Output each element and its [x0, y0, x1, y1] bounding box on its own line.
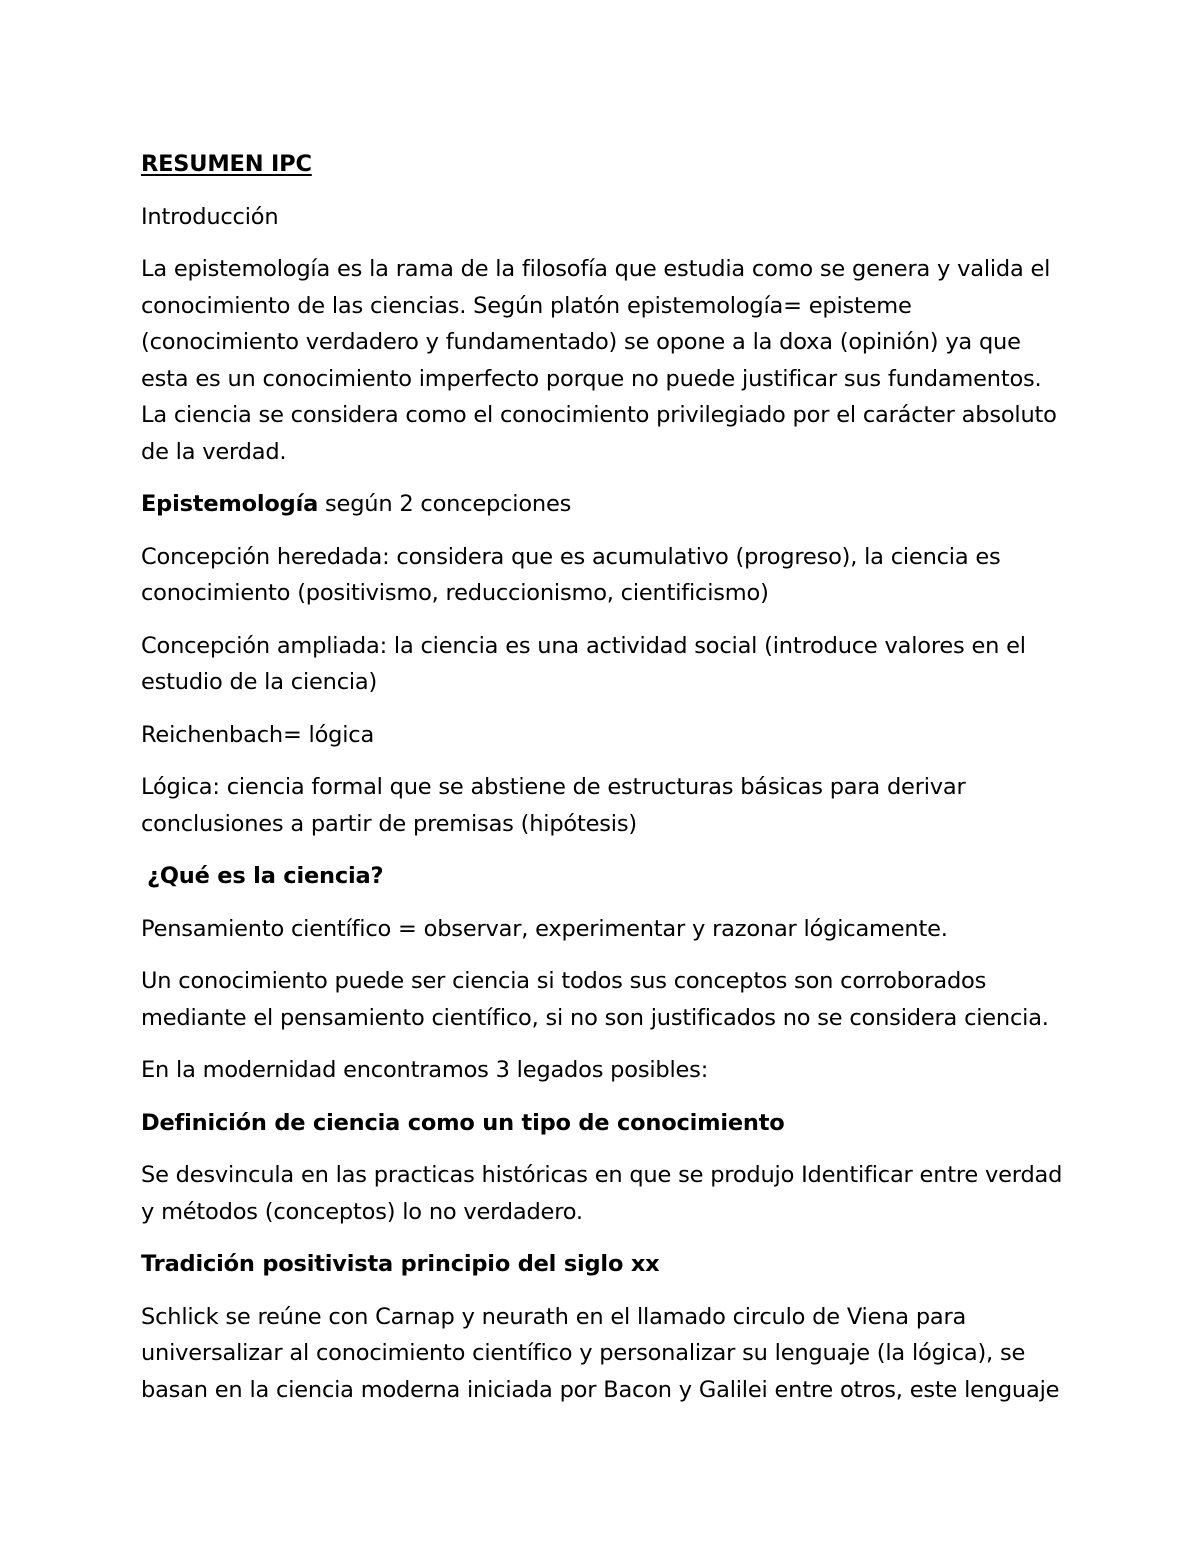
epistemologia-rest: según 2 concepciones	[318, 491, 572, 517]
epistemologia-bold: Epistemología	[141, 491, 319, 517]
definicion-heading: Definición de ciencia como un tipo de conocimiento	[141, 1109, 785, 1136]
intro-heading: Introducción	[141, 203, 279, 230]
tradicion-heading: Tradición positivista principio del siglo xx	[141, 1251, 660, 1277]
reichenbach-line: Reichenbach= lógica	[141, 721, 375, 748]
concepcion-ampliada-paragraph: Concepción ampliada: la ciencia es una actividad social (introduce valores en el estudio de la ciencia)	[141, 632, 1026, 695]
pensamiento-paragraph: Pensamiento científico = observar, experimentar y razonar lógicamente.	[141, 915, 948, 942]
intro-paragraph: La epistemología es la rama de la filosofía que estudia como se genera y valida el conocimiento de las ciencias. Según platón epistemología= episteme (conocimiento verdadero y fundamentado) se opone a la doxa (opinión) ya que esta es un conocimiento imperfecto porque no puede justificar sus fundamentos. La ciencia se considera como el conocimiento privilegiado por el carácter absoluto de la verdad.	[141, 256, 1057, 465]
document-body	[141, 146, 1071, 1424]
tradicion-paragraph: Schlick se reúne con Carnap y neurath en el llamado circulo de Viena para universalizar al conocimiento científico y personalizar su lenguaje (la lógica), se basan en la ciencia moderna iniciada por Bacon y Galilei entre otros, este lenguaje	[141, 1303, 1060, 1403]
definicion-paragraph: Se desvincula en las practicas históricas en que se produjo Identificar entre verdad y métodos (conceptos) lo no verdadero.	[141, 1162, 1063, 1225]
modernidad-paragraph: En la modernidad encontramos 3 legados posibles:	[141, 1057, 709, 1083]
epistemologia-heading	[141, 486, 1071, 523]
concepcion-heredada-paragraph: Concepción heredada: considera que es acumulativo (progreso), la ciencia es conocimiento (positivismo, reduccionismo, cientificismo)	[141, 543, 1001, 606]
document-title: RESUMEN IPC	[141, 151, 312, 177]
que-es-ciencia-heading: ¿Qué es la ciencia?	[147, 863, 384, 889]
logica-paragraph: Lógica: ciencia formal que se abstiene de estructuras básicas para derivar conclusiones a partir de premisas (hipótesis)	[141, 774, 966, 837]
conocimiento-ciencia-paragraph: Un conocimiento puede ser ciencia si todos sus conceptos son corroborados mediante el pensamiento científico, si no son justificados no se considera ciencia.	[141, 968, 1049, 1031]
